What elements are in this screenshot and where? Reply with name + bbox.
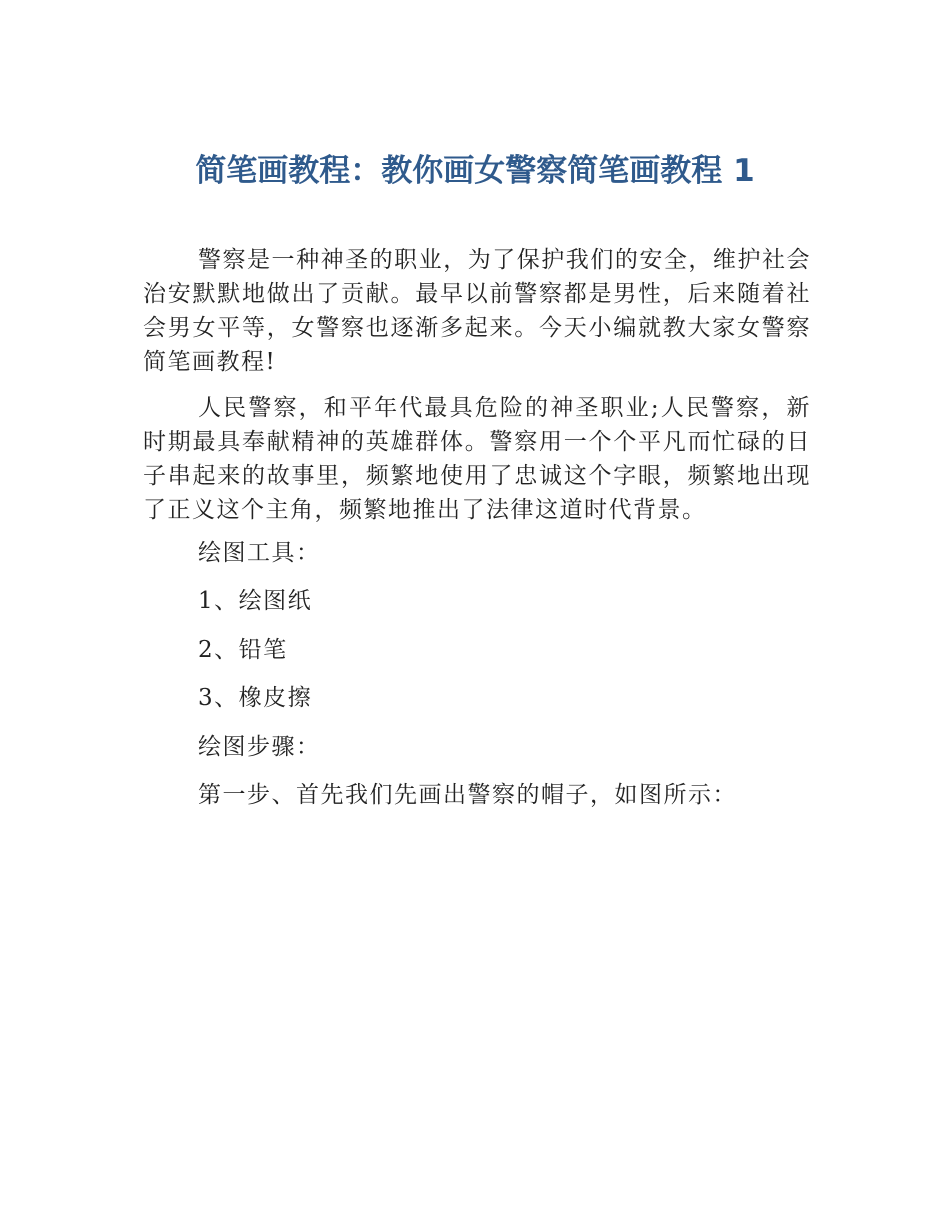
tool-item: 2、铅笔 (198, 637, 288, 663)
steps-heading: 绘图步骤： (198, 734, 321, 760)
tool-item: 1、绘图纸 (198, 588, 313, 614)
intro-paragraph: 警察是一种神圣的职业，为了保护我们的安全，维护社会治安默默地做出了贡献。最早以前警察都是男性，后来随着社会男女平等，女警察也逐渐多起来。今天小编就教大家女警察简笔画教程! (143, 247, 811, 375)
tools-heading: 绘图工具： (198, 540, 321, 566)
police-paragraph: 人民警察，和平年代最具危险的神圣职业;人民警察，新时期最具奉献精神的英雄群体。警察用一个个平凡而忙碌的日子串起来的故事里，频繁地使用了忠诚这个字眼，频繁地出现了正义这个主角，频繁地推出了法律这道时代背景。 (143, 395, 811, 523)
step-one-text: 第一步、首先我们先画出警察的帽子，如图所示： (198, 782, 737, 808)
tool-item: 3、橡皮擦 (198, 685, 313, 711)
document-title: 简笔画教程：教你画女警察简笔画教程 1 (195, 153, 755, 189)
